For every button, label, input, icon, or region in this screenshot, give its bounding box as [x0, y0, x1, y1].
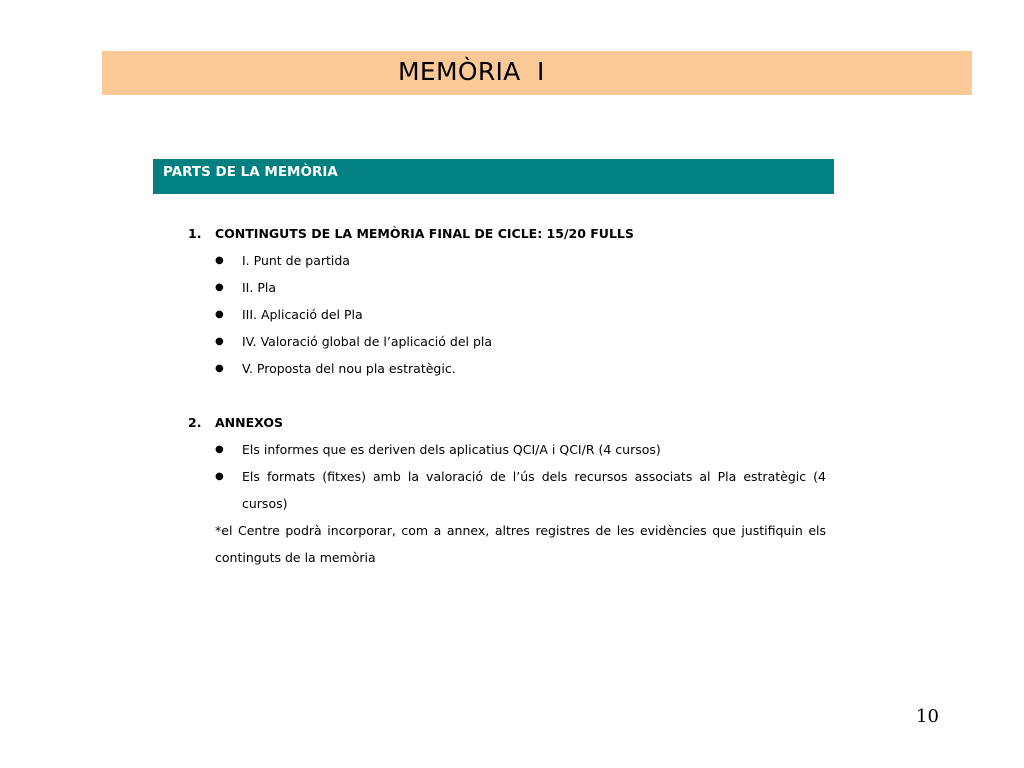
list-item-text: I. Punt de partida	[242, 253, 350, 268]
section-2-number: 2.	[188, 415, 202, 430]
bullet-icon: ●	[215, 282, 224, 293]
list-item	[215, 274, 826, 301]
list-item	[215, 463, 826, 517]
bullet-icon: ●	[215, 309, 224, 320]
slide-title: MEMÒRIA I	[398, 57, 545, 86]
page-number: 10	[916, 706, 939, 727]
section-1-heading	[188, 220, 826, 247]
spacer	[188, 382, 826, 409]
list-item	[215, 328, 826, 355]
bullet-icon: ●	[215, 363, 224, 374]
list-item-text: III. Aplicació del Pla	[242, 307, 363, 322]
section-1-number: 1.	[188, 226, 202, 241]
list-item-text: Els informes que es deriven dels aplicatius QCI/A i QCI/R (4 cursos)	[242, 442, 661, 457]
section-header-label: PARTS DE LA MEMÒRIA	[163, 164, 338, 180]
list-item	[215, 355, 826, 382]
bullet-icon: ●	[215, 255, 224, 266]
bullet-icon: ●	[215, 336, 224, 347]
annex-note: *el Centre podrà incorporar, com a annex, altres registres de les evidències que justifiquin els continguts de la memòria	[215, 523, 826, 565]
section-2-heading	[188, 409, 826, 436]
memoria-content	[188, 220, 826, 571]
bullet-icon: ●	[215, 471, 224, 482]
list-item	[215, 301, 826, 328]
section-2-title: ANNEXOS	[215, 415, 283, 430]
section-header-bar	[153, 159, 834, 194]
section-1-title: CONTINGUTS DE LA MEMÒRIA FINAL DE CICLE: 15/20 FULLS	[215, 226, 634, 241]
title-bar	[102, 51, 972, 95]
list-item-text: V. Proposta del nou pla estratègic.	[242, 361, 456, 376]
bullet-icon: ●	[215, 444, 224, 455]
list-item-text: IV. Valoració global de l’aplicació del pla	[242, 334, 493, 349]
list-item-text: Els formats (fitxes) amb la valoració de l’ús dels recursos associats al Pla estratègic (4 cursos)	[242, 469, 826, 511]
list-item-text: II. Pla	[242, 280, 276, 295]
list-item	[215, 436, 826, 463]
list-item	[215, 247, 826, 274]
